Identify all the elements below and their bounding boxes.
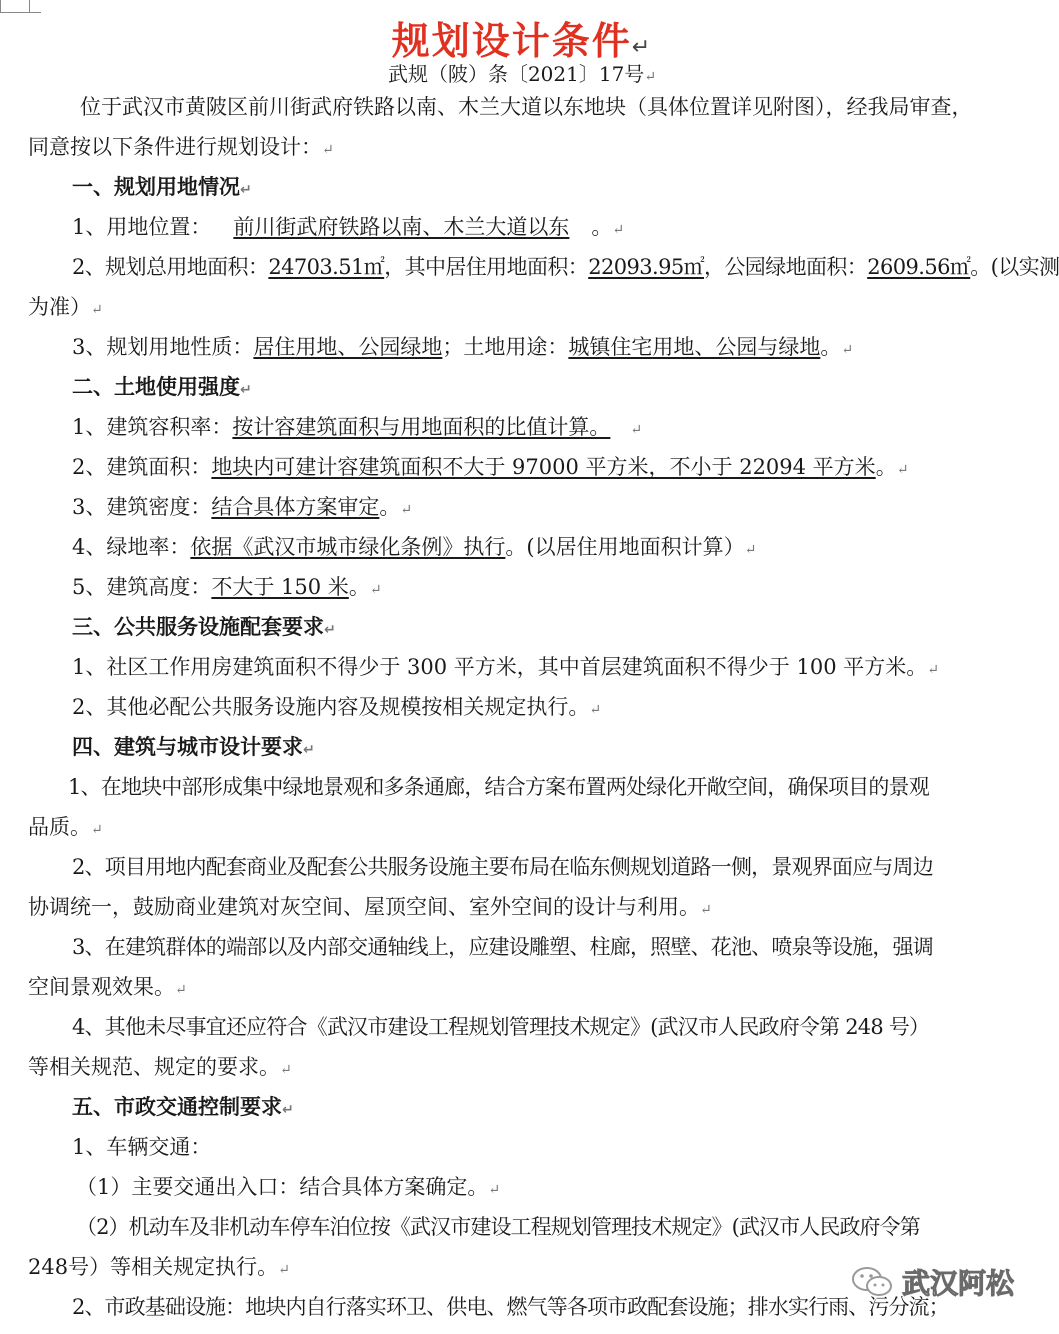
heading-text: 四、建筑与城市设计要求 — [72, 735, 303, 759]
item-text: 1、车辆交通： — [72, 1135, 212, 1159]
section-4-heading — [72, 732, 315, 765]
section-1-heading — [72, 172, 252, 205]
doc-number-text: 武规（陂）条〔2021〕17号 — [387, 62, 645, 86]
paragraph-mark: ↵ — [280, 1062, 292, 1078]
item-text: 协调统一，鼓励商业建筑对灰空间、屋顶空间、室外空间的设计与利用。 — [28, 895, 700, 919]
paragraph-mark: ↵ — [644, 69, 657, 85]
paragraph-mark: ↵ — [589, 702, 602, 718]
item-text: （2）机动车及非机动车停车泊位按《武汉市建设工程规划管理技术规定》(武汉市人民政府令第 — [76, 1215, 920, 1239]
building-density: 结合具体方案审定 — [211, 495, 380, 519]
item-text: 2、其他必配公共服务设施内容及规模按相关规定执行。 — [72, 695, 590, 719]
paragraph-mark: ↵ — [322, 142, 334, 158]
sec4-item1-cont — [28, 812, 103, 845]
item-text: 等相关规范、规定的要求。 — [28, 1055, 280, 1079]
item-text: 2、项目用地内配套商业及配套公共服务设施主要布局在临东侧规划道路一侧，景观界面应与周边 — [72, 855, 933, 879]
sec1-item1: 1、用地位置： 前川街武府铁路以南、木兰大道以东 。↵ — [72, 215, 625, 239]
document-title — [0, 10, 1044, 65]
paragraph-mark: ↵ — [278, 1262, 290, 1278]
sec3-item2 — [72, 692, 601, 725]
item-text: 3、在建筑群体的端部以及内部交通轴线上，应建设雕塑、柱廊，照壁、花池、喷泉等设施，强调 — [72, 935, 933, 959]
item-label: 5、建筑高度： — [72, 575, 212, 599]
total-site-area: 24703.51㎡ — [268, 255, 385, 279]
item-label: 3、建筑密度： — [72, 495, 212, 519]
sec2-item5 — [72, 572, 382, 605]
wechat-icon — [850, 1264, 894, 1300]
item-text: 4、其他未尽事宜还应符合《武汉市建设工程规划管理技术规定》(武汉市人民政府令第 248 号） — [72, 1015, 930, 1039]
sec1-item3 — [72, 332, 853, 365]
watermark-text: 武汉阿松 — [901, 1267, 1014, 1300]
heading-text: 五、市政交通控制要求 — [72, 1095, 282, 1119]
site-location: 前川街武府铁路以南、木兰大道以东 — [233, 215, 570, 239]
intro-text: 同意按以下条件进行规划设计： — [28, 135, 322, 159]
item-text: 。 — [379, 495, 401, 519]
building-area: 地块内可建计容建筑面积不大于 97000 平方米，不小于 22094 平方米 — [211, 455, 876, 479]
building-height: 不大于 150 米 — [211, 575, 349, 599]
sec5-item1-2 — [76, 1212, 920, 1242]
floor-area-ratio: 按计容建筑面积与用地面积的比值计算。 — [232, 415, 611, 439]
intro-line-2 — [28, 132, 334, 165]
sec1-item2-cont — [28, 292, 103, 325]
paragraph-mark: ↵ — [612, 222, 625, 238]
paragraph-mark: ↵ — [700, 902, 712, 918]
item-label: 2、规划总用地面积： — [72, 255, 269, 279]
paragraph-mark: ↵ — [488, 1182, 501, 1198]
sec5-item1-2-cont — [28, 1252, 290, 1285]
paragraph-mark: ↵ — [324, 622, 336, 638]
heading-text: 三、公共服务设施配套要求 — [72, 615, 324, 639]
residential-area: 22093.95㎡ — [588, 255, 704, 279]
green-ratio: 依据《武汉市城市绿化条例》执行 — [190, 535, 506, 559]
sec4-item4 — [72, 1012, 929, 1042]
sec2-item2 — [72, 452, 908, 485]
sec5-item1-1 — [76, 1172, 500, 1205]
item-text: 。(以居住用地面积计算） — [505, 535, 745, 559]
intro-text: 位于武汉市黄陂区前川街武府铁路以南、木兰大道以东地块（具体位置详见附图），经我局审查， — [80, 95, 973, 119]
sec5-item1 — [72, 1132, 211, 1162]
item-text: 空间景观效果。 — [28, 975, 175, 999]
item-label: 1、建筑容积率： — [72, 415, 233, 439]
sec2-item1 — [72, 412, 642, 445]
paragraph-mark: ↵ — [400, 502, 413, 518]
land-nature: 居住用地、公园绿地 — [253, 335, 443, 359]
paragraph-mark: ↵ — [631, 35, 653, 60]
item-text: ；土地用途： — [442, 335, 569, 359]
paragraph-mark: ↵ — [369, 582, 382, 598]
item-label: 1、用地位置： — [72, 215, 212, 239]
item-text: ，公园绿地面积： — [704, 255, 868, 279]
item-text: 。(以实测 — [970, 255, 1059, 279]
paragraph-mark: ↵ — [896, 462, 909, 478]
section-3-heading — [72, 612, 336, 645]
sec4-item1 — [68, 772, 929, 802]
land-use: 城镇住宅用地、公园与绿地 — [568, 335, 821, 359]
item-text: 2、市政基础设施：地块内自行落实环卫、供电、燃气等各项市政配套设施；排水实行雨、污分流； — [72, 1295, 949, 1319]
sec5-item2 — [72, 1292, 949, 1322]
item-text: 1、社区工作用房建筑面积不得少于 300 平方米，其中首层建筑面积不得少于 100 平方米。 — [72, 655, 928, 679]
paragraph-mark: ↵ — [91, 302, 103, 318]
item-text: 。 — [875, 455, 897, 479]
paragraph-mark: ↵ — [91, 822, 103, 838]
watermark — [850, 1262, 1014, 1302]
sec2-item3 — [72, 492, 412, 525]
item-text: ，其中居住用地面积： — [384, 255, 589, 279]
paragraph-mark: ↵ — [303, 742, 315, 758]
paragraph-mark: ↵ — [240, 182, 252, 198]
title-text: 规划设计条件 — [391, 19, 632, 63]
heading-text: 二、土地使用强度 — [72, 375, 240, 399]
item-label: 3、规划用地性质： — [72, 335, 254, 359]
sec1-item2 — [72, 252, 1059, 282]
item-label: 2、建筑面积： — [72, 455, 212, 479]
intro-line-1 — [80, 92, 973, 122]
item-text: 。 — [348, 575, 370, 599]
sec4-item3 — [72, 932, 933, 962]
section-2-heading — [72, 372, 252, 405]
paragraph-mark: ↵ — [744, 542, 757, 558]
sec4-item2-cont — [28, 892, 712, 925]
park-area: 2609.56㎡ — [867, 255, 971, 279]
document-number — [0, 58, 1044, 87]
sec4-item2 — [72, 852, 933, 882]
paragraph-mark: ↵ — [630, 422, 643, 438]
sec4-item4-cont — [28, 1052, 292, 1085]
paragraph-mark: ↵ — [841, 342, 854, 358]
section-5-heading — [72, 1092, 294, 1125]
sec2-item4 — [72, 532, 756, 565]
paragraph-mark: ↵ — [927, 662, 939, 678]
item-text: 1、在地块中部形成集中绿地景观和多条通廊，结合方案布置两处绿化开敞空间，确保项目的景观 — [68, 775, 929, 799]
item-text: 为准） — [28, 295, 91, 319]
paragraph-mark: ↵ — [282, 1102, 294, 1118]
item-text: （1）主要交通出入口：结合具体方案确定。 — [76, 1175, 489, 1199]
item-text: 。 — [820, 335, 842, 359]
paragraph-mark: ↵ — [240, 382, 252, 398]
item-label: 4、绿地率： — [72, 535, 191, 559]
heading-text: 一、规划用地情况 — [72, 175, 240, 199]
sec3-item1 — [72, 652, 939, 685]
item-text: 品质。 — [28, 815, 91, 839]
item-text: 248号）等相关规定执行。 — [28, 1255, 279, 1279]
paragraph-mark: ↵ — [175, 982, 187, 998]
sec4-item3-cont — [28, 972, 187, 1005]
